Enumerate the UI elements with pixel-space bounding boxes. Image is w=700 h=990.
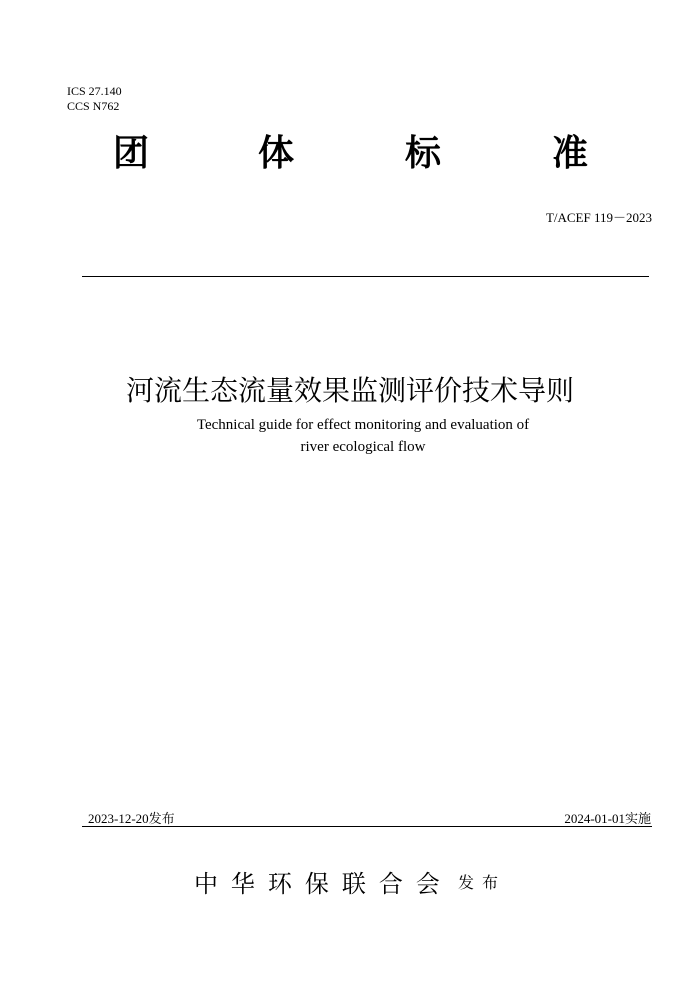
publish-date: 2023-12-20发布 xyxy=(88,811,175,826)
document-type-heading xyxy=(0,128,700,180)
publisher-name: 中华环保联合会 xyxy=(193,870,453,898)
implementation-date: 2024-01-01实施 xyxy=(564,811,651,826)
title-english xyxy=(0,414,700,458)
standard-number: T/ACEF 119－2023 xyxy=(545,210,652,225)
publisher-line xyxy=(0,864,700,899)
title-chinese: 河流生态流量效果监测评价技术导则 xyxy=(125,374,574,407)
top-divider xyxy=(82,276,649,277)
doc-type-char: 标 xyxy=(405,133,442,174)
doc-type-char: 体 xyxy=(258,133,295,174)
doc-type-char: 团 xyxy=(113,133,150,174)
title-english-line: Technical guide for effect monitoring and evaluation of xyxy=(196,417,530,433)
bottom-divider xyxy=(82,826,652,827)
ccs-code: CCS N762 xyxy=(67,99,120,113)
doc-type-char: 准 xyxy=(552,133,589,174)
title-english-line: river ecological flow xyxy=(300,439,426,455)
classification-codes xyxy=(67,84,122,114)
date-row xyxy=(88,808,651,826)
ics-code: ICS 27.140 xyxy=(67,84,122,98)
publisher-suffix: 发布 xyxy=(458,873,507,892)
